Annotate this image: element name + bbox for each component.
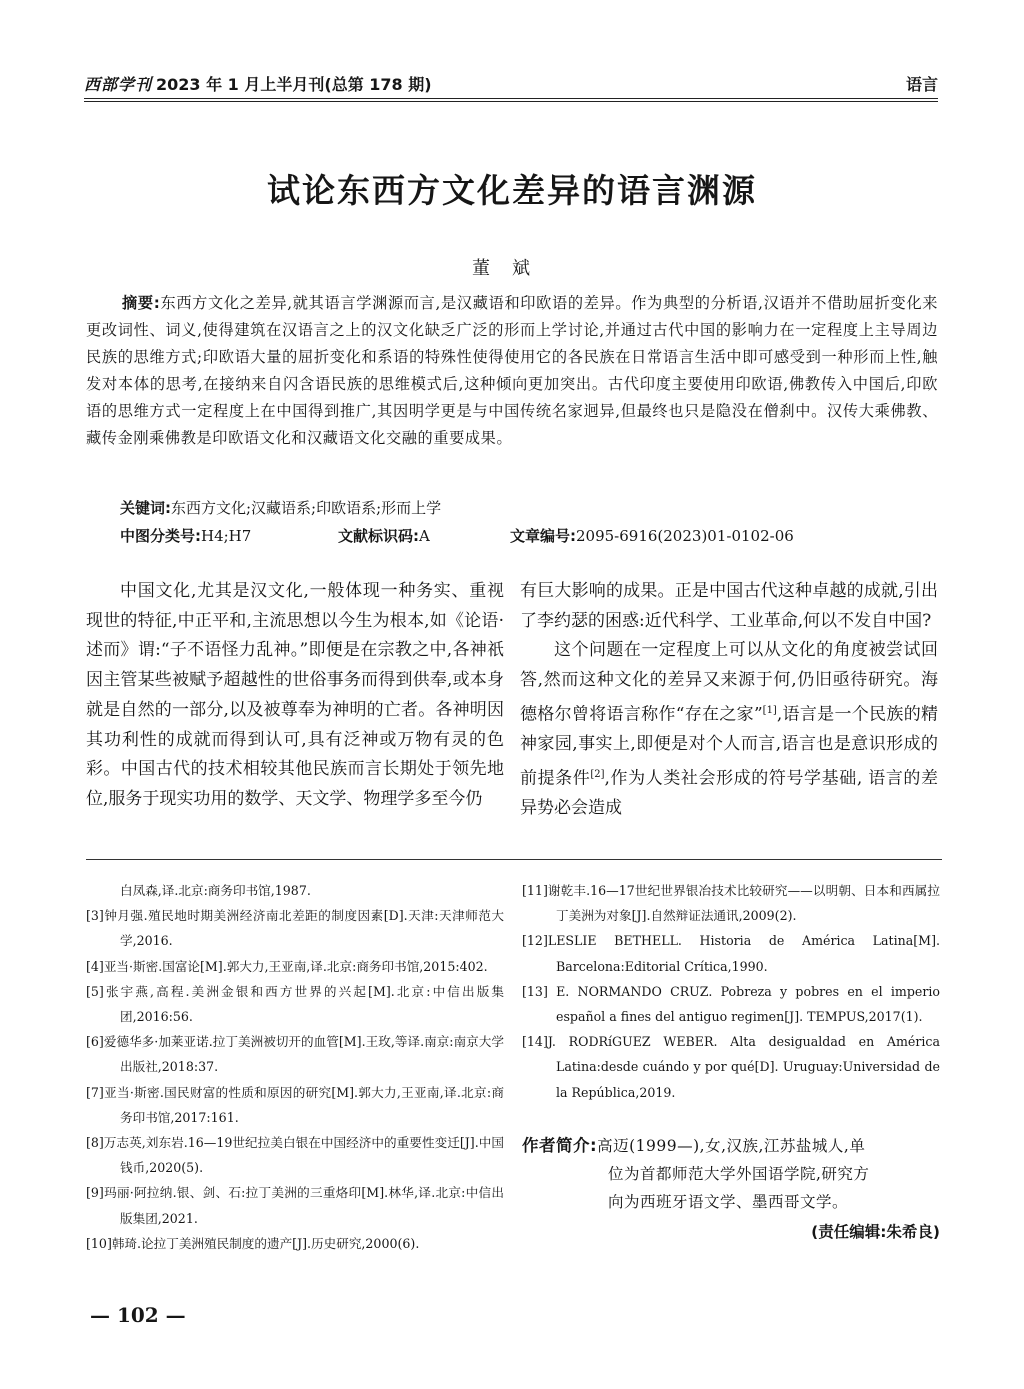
article-number-label: 文章编号: xyxy=(510,527,576,545)
doc-code-value: A xyxy=(419,527,430,545)
footnote-rule xyxy=(86,859,942,860)
abstract-text: 东西方文化之差异,就其语言学渊源而言,是汉藏语和印欧语的差异。作为典型的分析语,汉语并不借助屈折变化来更改词性、词义,使得建筑在汉语言之上的汉文化缺乏广泛的形而上学讨论,并通过古代中国的影响力在一定程度上主导周边民族的思维方式;印欧语大量的屈折变化和系语的特殊性使得使用它的各民族在日常语言生活中即可感受到一种形而上性,触发对本体的思考,在接纳来自闪含语民族的思维模式后,这种倾向更加突出。古代印度主要使用印欧语,佛教传入中国后,印欧语的思维方式一定程度上在中国得到推广,其因明学更是与中国传统名家迥异,但最终也只是隐没在僧刹中。汉传大乘佛教、藏传金刚乘佛教是印欧语文化和汉藏语文化交融的重要成果。 xyxy=(86,294,938,447)
reference-entry: [12]LESLIE BETHELL. Historia de América Latina[M]. Barcelona:Editorial Crítica,1990. xyxy=(522,933,940,974)
citation[interactable]: [2] xyxy=(590,768,605,780)
body-text: ,作为人类社会形成的符号学基础, 语言的差异势必会造成 xyxy=(520,768,939,819)
article-number xyxy=(510,525,794,546)
body-paragraph: 有巨大影响的成果。正是中国古代这种卓越的成就,引出了李约瑟的困惑:近代科学、工业革命,何以不发自中国? xyxy=(520,581,938,631)
references-left xyxy=(86,878,504,1256)
references-right xyxy=(522,878,940,1105)
journal-issue: 2023 年 1 月上半月刊(总第 178 期) xyxy=(156,75,432,94)
bio-text: 向为西班牙语文学、墨西哥文学。 xyxy=(608,1193,849,1211)
body-column-right xyxy=(520,577,938,824)
page-number: — 102 — xyxy=(90,1303,186,1327)
reference-entry: [3]钟月强.殖民地时期美洲经济南北差距的制度因素[D].天津:天津师范大学,2016. xyxy=(86,908,504,949)
reference-entry: [14]J. RODRíGUEZ WEBER. Alta desigualdad en América Latina:desde cuándo y por qué[D]. Uruguay:Universidad de la República,2019. xyxy=(522,1034,940,1100)
reference-entry: [4]亚当·斯密.国富论[M].郭大力,王亚南,译.北京:商务印书馆,2015:402. xyxy=(86,958,488,974)
author-name: 董斌 xyxy=(472,258,552,279)
reference-entry: [9]玛丽·阿拉纳.银、剑、石:拉丁美洲的三重烙印[M].林华,译.北京:中信出版集团,2021. xyxy=(86,1185,504,1226)
reference-entry: [6]爱德华多·加莱亚诺.拉丁美洲被切开的血管[M].王玫,等译.南京:南京大学出版社,2018:37. xyxy=(86,1034,504,1075)
responsible-editor: (责任编辑:朱希良) xyxy=(811,1223,940,1241)
abstract-label: 摘要: xyxy=(122,294,161,312)
reference-entry: [11]谢乾丰.16—17世纪世界银冶技术比较研究——以明朝、日本和西属拉丁美洲为对象[J].自然辩证法通讯,2009(2). xyxy=(522,883,940,924)
reference-entry: [10]韩琦.论拉丁美洲殖民制度的遗产[J].历史研究,2000(6). xyxy=(86,1235,420,1251)
clc-value: H4;H7 xyxy=(201,527,252,545)
reference-entry: [5]张宇燕,高程.美洲金银和西方世界的兴起[M].北京:中信出版集团,2016:56. xyxy=(86,983,504,1025)
reference-entry: [8]万志英,刘东岩.16—19世纪拉美白银在中国经济中的重要性变迁[J].中国钱币,2020(5). xyxy=(86,1135,504,1176)
body-column-left xyxy=(86,577,504,815)
body-text: ,语言是一个民族的精神家园,事实上,即便是对个人而言,语言也是意识形成的前提条件 xyxy=(520,704,938,789)
running-header xyxy=(84,66,938,106)
clc-number xyxy=(120,525,251,546)
body-paragraph: 中国文化,尤其是汉文化,一般体现一种务实、重视现世的特征,中正平和,主流思想以今生为根本,如《论语·述而》谓:“子不语怪力乱神。”即便是在宗教之中,各神祇因主管某些被赋予超越性的世俗事务而得到供奉,或本身就是自然的一部分,以及被尊奉为神明的亡者。各神明因其功利性的成就而得到认可,具有泛神或万物有灵的色彩。中国古代的技术相较其他民族而言长期处于领先地位,服务于现实功用的数学、天文学、物理学多至今仍 xyxy=(86,581,504,809)
section-name: 语言 xyxy=(905,75,938,94)
header-rule-double xyxy=(84,101,938,102)
author-bio xyxy=(522,1132,940,1216)
bio-label: 作者简介: xyxy=(522,1136,598,1155)
abstract xyxy=(86,290,938,452)
header-rule xyxy=(84,98,938,99)
body-text: 这个问题在一定程度上可以从文化的角度被尝试回答,然而这种文化的差异又来源于何,仍旧亟待研究。海德格尔曾将语言称作“存在之家” xyxy=(520,640,938,725)
paper-title: 试论东西方文化差异的语言渊源 xyxy=(267,171,757,210)
keywords-label: 关键词: xyxy=(120,499,171,517)
reference-entry: [7]亚当·斯密.国民财富的性质和原因的研究[M].郭大力,王亚南,译.北京:商务印书馆,2017:161. xyxy=(86,1084,504,1125)
journal-logo: 西部学刊 xyxy=(84,75,153,94)
reference-entry: [13] E. NORMANDO CRUZ. Pobreza y pobres en el imperio español a fines del antiguo regimen[J]. TEMPUS,2017(1). xyxy=(522,983,940,1025)
body-paragraph xyxy=(520,636,938,824)
bio-text: 位为首都师范大学外国语学院,研究方 xyxy=(608,1165,870,1183)
keywords-text: 东西方文化;汉藏语系;印欧语系;形而上学 xyxy=(171,499,442,517)
doc-code-label: 文献标识码: xyxy=(338,527,419,545)
keywords xyxy=(120,497,441,518)
document-code xyxy=(338,525,430,546)
citation[interactable]: [1] xyxy=(762,704,777,716)
article-number-value: 2095-6916(2023)01-0102-06 xyxy=(576,527,794,545)
clc-label: 中图分类号: xyxy=(120,527,201,545)
reference-entry: 白凤森,译.北京:商务印书馆,1987. xyxy=(120,883,311,898)
bio-text: 高迈(1999—),女,汉族,江苏盐城人,单 xyxy=(597,1137,866,1155)
